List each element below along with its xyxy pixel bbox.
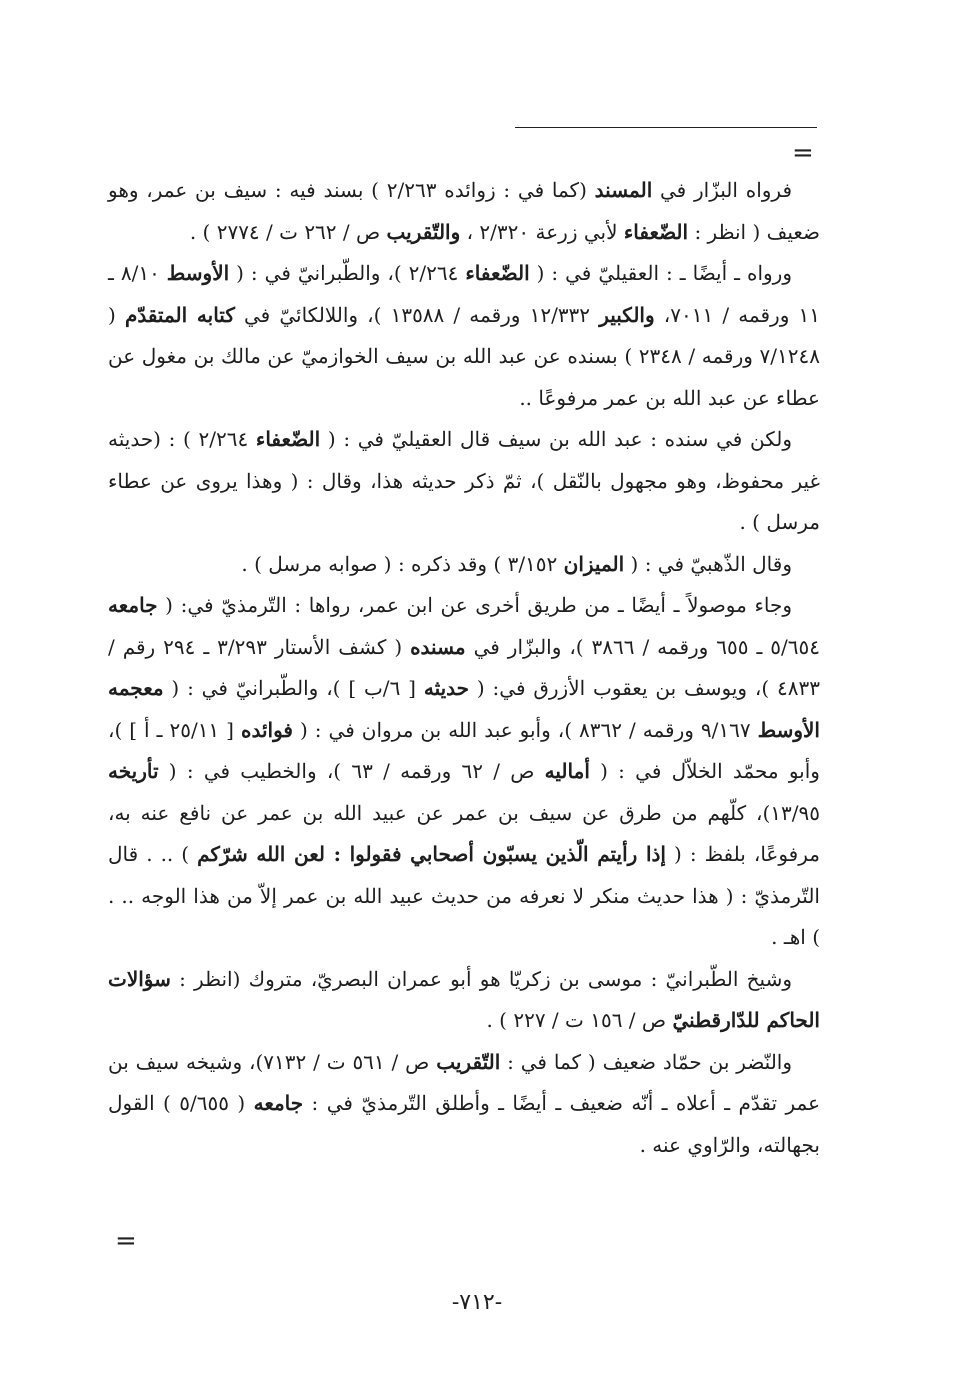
text-run: ٣/١٥٢ ) وقد ذكره : ( صوابه مرسل ) . <box>241 551 564 576</box>
bold-reference: والتّقريب <box>386 219 461 244</box>
bold-reference: الضّعفاء <box>255 427 321 451</box>
text-run: ( كشف الأستار ٣/٢٩٣ ـ ٢٩٤ رقم / ٤٨٣٣ )، ويوسف بن يعقوب الأزرق في: ( <box>108 634 820 700</box>
paragraph <box>108 253 820 419</box>
text-run: [ ٦/ب ] )، والطّبرانيّ في : ( <box>163 676 424 700</box>
bold-reference: التّقريب <box>436 1049 501 1074</box>
text-run: ص / ٢٦٢ ت / ٢٧٧٤ ) . <box>189 219 387 244</box>
footnote-separator-rule <box>515 127 817 128</box>
text-run: ولكن في سنده : عبد الله بن سيف قال العقيليّ في : ( <box>320 427 793 451</box>
text-run: ١٣/٩٥)، كلّهم من طرق عن سيف بن عمر عن عبيد الله بن عمر عن نافع عنه به، مرفوعًا، بلفظ : ( <box>108 800 820 866</box>
text-run: ص / ٦٢ ورقمه / ٦٣ )، والخطيب في : ( <box>158 759 545 783</box>
text-run: وقال الذّهبيّ في : ( <box>624 551 792 576</box>
bold-reference: تأريخه <box>108 759 159 783</box>
text-run: ٢/٢٦٤ )، والطّبرانيّ في : ( <box>229 261 466 285</box>
text-run: فرواه البزّار في <box>652 178 792 202</box>
text-run: ٨/١٠ ـ ١١ ورقمه / ٧٠١١، <box>108 261 820 327</box>
bold-reference: معجمه الأوسط <box>108 676 820 742</box>
paragraph <box>108 1042 820 1167</box>
text-run: ١٢/٣٣٢ ورقمه / ١٣٥٨٨ )، واللالكائيّ في <box>234 302 600 327</box>
text-run: ٥/٦٥٤ ـ ٦٥٥ ورقمه / ٣٨٦٦ )، والبزّار في <box>465 634 820 659</box>
bold-reference: المسند <box>594 178 653 202</box>
text-run: ) .. . قال التّرمذيّ : ( هذا حديث منكر لا نعرفه من حديث عبيد الله بن عمر إلاّ من هذا الوجه .. . ) اهـ . <box>108 842 820 949</box>
paragraph <box>108 419 820 544</box>
paragraph <box>108 544 820 586</box>
text-run: [ ٢٥/١١ ـ أ ] )، وأبو محمّد الخلاّل في : ( <box>108 717 820 783</box>
text-run: ص / ١٥٦ ت / ٢٢٧ ) . <box>486 1008 673 1032</box>
continuation-mark-bottom: = <box>115 1226 137 1256</box>
text-run: ٩/١٦٧ ورقمه / ٨٣٦٢ )، وأبو عبد الله بن مروان في : ( <box>293 717 758 742</box>
text-run: ص / ٥٦١ ت / ٧١٣٢)، وشيخه سيف بن عمر تقدّم ـ أعلاه ـ أنّه ضعيف ـ أيضًا ـ وأطلق التّرمذيّ في : <box>108 1049 820 1115</box>
bold-reference: والكبير <box>599 302 655 327</box>
bold-reference: مسنده <box>410 634 466 659</box>
bold-reference: أماليه <box>544 759 590 783</box>
text-run: وجاء موصولاً ـ أيضًا ـ من طريق أخرى عن ابن عمر، رواها : التّرمذيّ في: ( <box>157 593 792 617</box>
paragraph <box>108 959 820 1042</box>
bold-reference: فوائده <box>241 717 293 742</box>
bold-reference: جامعه <box>253 1091 304 1115</box>
text-run: (كما في : زوائده ٢/٢٦٣ ) بسند فيه : سيف بن عمر، وهو ضعيف ( انظر : <box>108 178 820 244</box>
text-run: لأبي زرعة ٢/٣٢٠ ، <box>460 219 624 244</box>
text-run: ( ٧/١٢٤٨ ورقمه / ٢٣٤٨ ) بسنده عن عبد الله بن سيف الخوازميّ عن مالك بن مغول عن عطاء عن عبد الله بن عمر مرفوعًا .. <box>108 302 820 410</box>
text-run: والنّضر بن حمّاد ضعيف ( كما في : <box>500 1049 793 1074</box>
text-run: وشيخ الطّبرانيّ : موسى بن زكريّا هو أبو عمران البصريّ، متروك (انظر : <box>170 966 792 991</box>
paragraph <box>108 170 820 253</box>
bold-reference: الميزان <box>563 551 625 576</box>
bold-reference: الضّعفاء <box>623 219 689 244</box>
bold-reference: حديثه <box>423 676 470 700</box>
page-number: -٧١٢- <box>451 1290 503 1315</box>
bold-reference: الأوسط <box>166 261 230 285</box>
bold-reference: الضّعفاء <box>465 261 530 285</box>
bold-reference: سؤالات الحاكم للدّارقطنيّ <box>108 966 820 1032</box>
text-run: ٢/٢٦٤ ) : (حديثه غير محفوظ، وهو مجهول بالنّقل )، ثمّ ذكر حديثه هذا، وقال : ( وهذا يروى عن عطاء مرسل ) . <box>108 427 820 534</box>
bold-reference: كتابه المتقدّم <box>124 302 235 327</box>
text-run: ( ٥/٦٥٥ ) القول بجهالته، والرّاوي عنه . <box>108 1091 820 1157</box>
paragraph <box>108 585 820 959</box>
continuation-mark-top: = <box>792 138 814 168</box>
bold-reference: إذا رأيتم الّذين يسبّون أصحابي فقولوا : لعن الله شرّكم <box>197 842 666 866</box>
text-run: ورواه ـ أيضًا ـ : العقيليّ في : ( <box>529 261 792 285</box>
bold-reference: جامعه <box>108 593 158 617</box>
footnote-body <box>108 170 820 1166</box>
